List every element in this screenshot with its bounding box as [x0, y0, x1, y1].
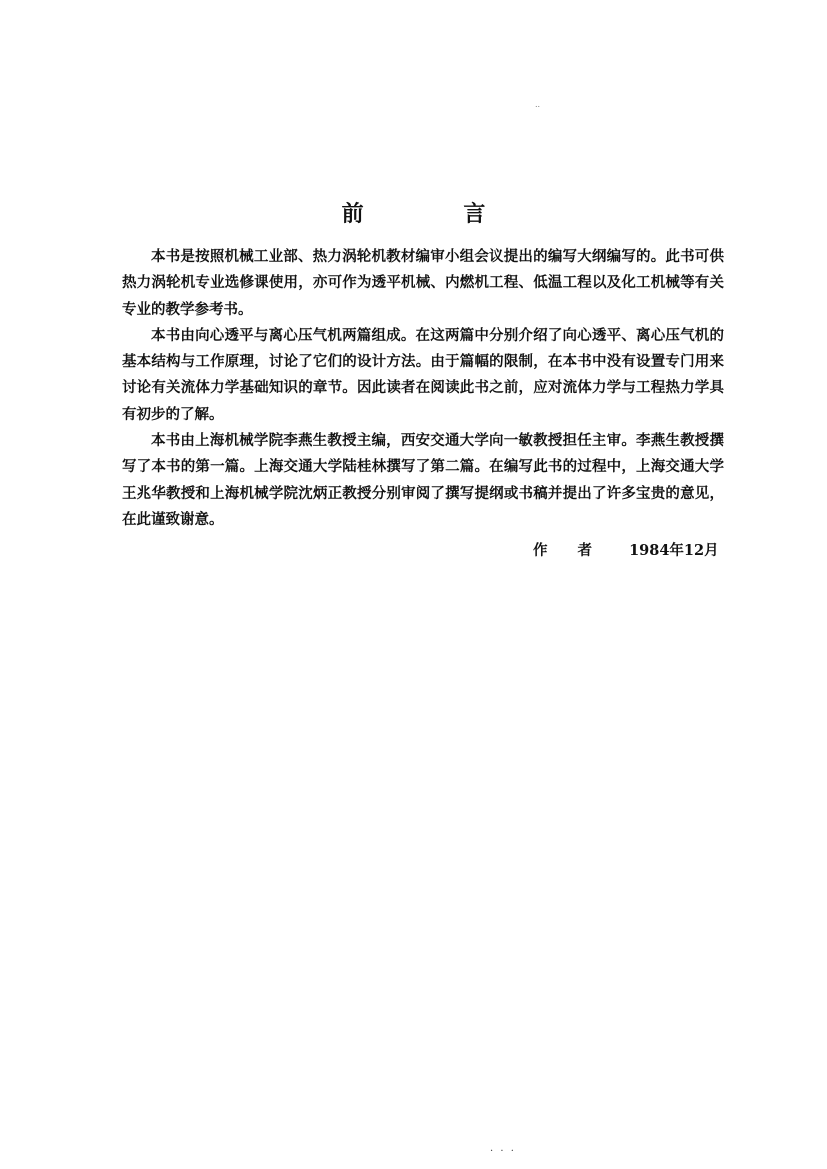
signature-date: 1984年12月: [629, 542, 719, 559]
preface-paragraph-2: 本书由向心透平与离心压气机两篇组成。在这两篇中分别介绍了向心透平、离心压气机的基本结构与工作原理，讨论了它们的设计方法。由于篇幅的限制，在本书中没有设置专门用来讨论有关流体力学基础知识的章节。因此读者在阅读此书之前，应对流体力学与工程热力学具有初步的了解。: [122, 326, 724, 423]
scan-speck: ..: [535, 100, 541, 109]
preface-paragraph-1: 本书是按照机械工业部、热力涡轮机教材编审小组会议提出的编写大纲编写的。此书可供热力涡轮机专业选修课使用，亦可作为透平机械、内燃机工程、低温工程以及化工机械等有关专业的教学参考书。: [122, 248, 724, 318]
page-title: 前 言: [341, 200, 532, 227]
signature-author: 作者: [533, 542, 622, 559]
page-number: · · ·: [490, 1146, 516, 1157]
preface-paragraph-3: 本书由上海机械学院李燕生教授主编，西安交通大学向一敏教授担任主审。李燕生教授撰写了本书的第一篇。上海交通大学陆桂林撰写了第二篇。在编写此书的过程中，上海交通大学王兆华教授和上海机械学院沈炳正教授分别审阅了撰写提纲或书稿并提出了许多宝贵的意见，在此谨致谢意。: [122, 432, 724, 528]
signature-line: [533, 539, 719, 560]
preface-body: [122, 244, 724, 533]
